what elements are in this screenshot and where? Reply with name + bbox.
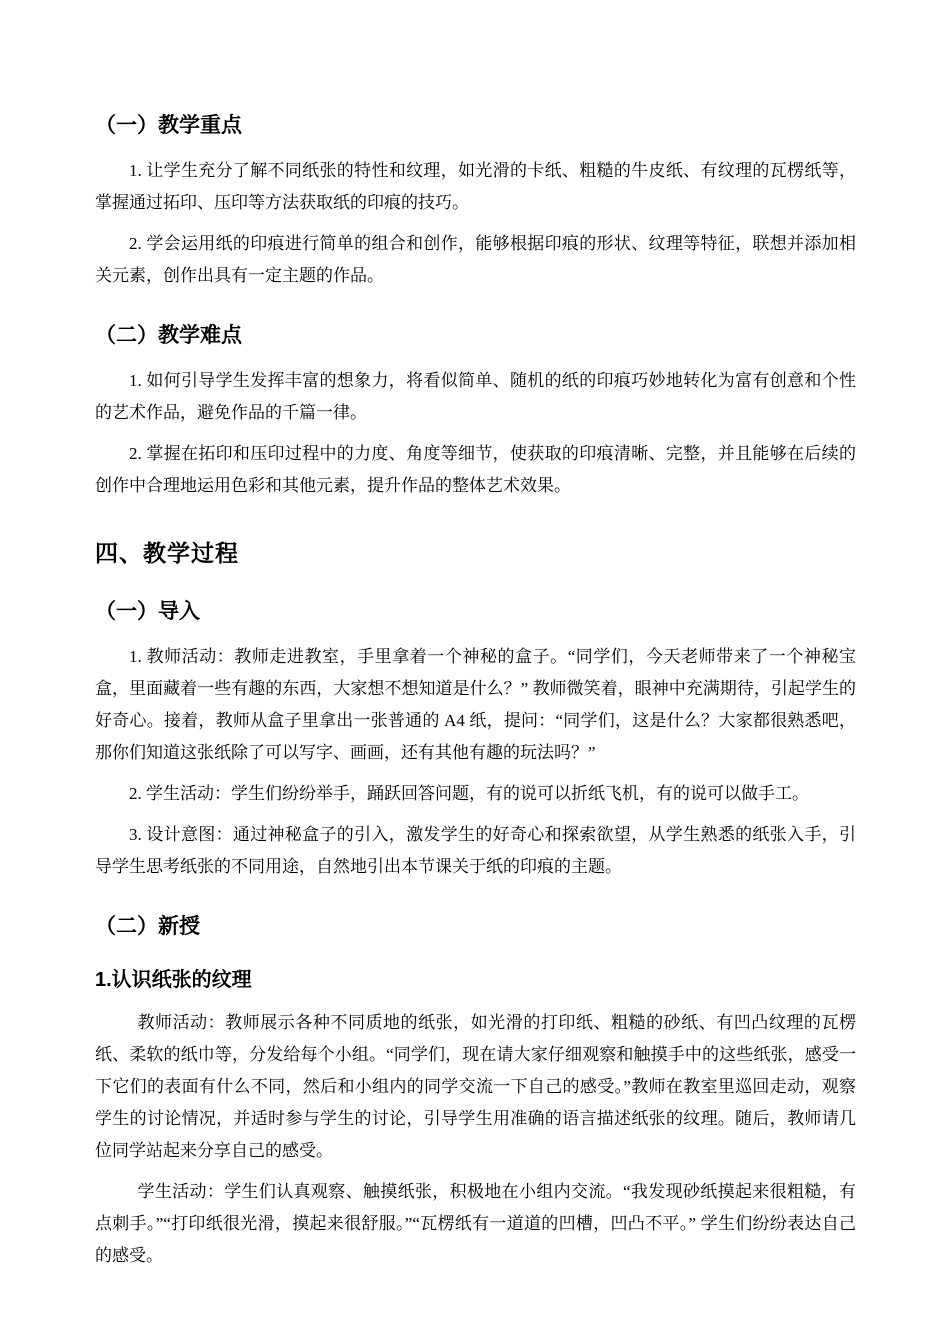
para-leadin-teacher-activity: 1. 教师活动：教师走进教室，手里拿着一个神秘的盒子。“同学们，今天老师带来了一个神秘宝盒，里面藏着一些有趣的东西，大家想不想知道是什么？” 教师微笑着，眼神中充满期待，引起学生的好奇心。接着，教师从盒子里拿出一张普通的 A4 纸，提问：“同学们，这是什么？大家都很熟悉吧，那你们知道这张纸除了可以写字、画画，还有其他有趣的玩法吗？” bbox=[95, 647, 856, 762]
para-texture-teacher-activity: 教师活动：教师展示各种不同质地的纸张，如光滑的打印纸、粗糙的砂纸、有凹凸纹理的瓦楞纸、柔软的纸巾等，分发给每个小组。“同学们，现在请大家仔细观察和触摸手中的这些纸张，感受一下它们的表面有什么不同，然后和小组内的同学交流一下自己的感受。”教师在教室里巡回走动，观察学生的讨论情况，并适时参与学生的讨论，引导学生用准确的语言描述纸张的纹理。随后，教师请几位同学站起来分享自己的感受。 bbox=[95, 1013, 856, 1160]
heading-teaching-process: 四、教学过程 bbox=[95, 540, 239, 566]
para-difficulty-2: 2. 掌握在拓印和压印过程中的力度、角度等细节，使获取的印痕清晰、完整，并且能够在后续的创作中合理地运用色彩和其他元素，提升作品的整体艺术效果。 bbox=[95, 444, 856, 495]
heading-lead-in: （一）导入 bbox=[95, 600, 200, 623]
para-focus-2: 2. 学会运用纸的印痕进行简单的组合和创作，能够根据印痕的形状、纹理等特征，联想并添加相关元素，创作出具有一定主题的作品。 bbox=[95, 234, 856, 285]
heading-teaching-focus: （一）教学重点 bbox=[95, 114, 242, 137]
para-leadin-design-intent: 3. 设计意图：通过神秘盒子的引入，激发学生的好奇心和探索欲望，从学生熟悉的纸张入手，引导学生思考纸张的不同用途，自然地引出本节课关于纸的印痕的主题。 bbox=[95, 825, 856, 876]
heading-paper-texture: 1.认识纸张的纹理 bbox=[95, 969, 252, 991]
para-focus-1: 1. 让学生充分了解不同纸张的特性和纹理，如光滑的卡纸、粗糙的牛皮纸、有纹理的瓦楞纸等，掌握通过拓印、压印等方法获取纸的印痕的技巧。 bbox=[95, 161, 856, 212]
heading-teaching-difficulty: （二）教学难点 bbox=[95, 324, 242, 347]
para-leadin-student-activity: 2. 学生活动：学生们纷纷举手，踊跃回答问题，有的说可以折纸飞机，有的说可以做手工。 bbox=[129, 784, 809, 803]
para-difficulty-1: 1. 如何引导学生发挥丰富的想象力，将看似简单、随机的纸的印痕巧妙地转化为富有创意和个性的艺术作品，避免作品的千篇一律。 bbox=[95, 371, 856, 422]
heading-new-lesson: （二）新授 bbox=[95, 915, 200, 938]
para-texture-student-activity: 学生活动：学生们认真观察、触摸纸张，积极地在小组内交流。“我发现砂纸摸起来很粗糙，有点刺手。”“打印纸很光滑，摸起来很舒服。”“瓦楞纸有一道道的凹槽，凹凸不平。” 学生们纷纷表达自己的感受。 bbox=[95, 1182, 856, 1265]
